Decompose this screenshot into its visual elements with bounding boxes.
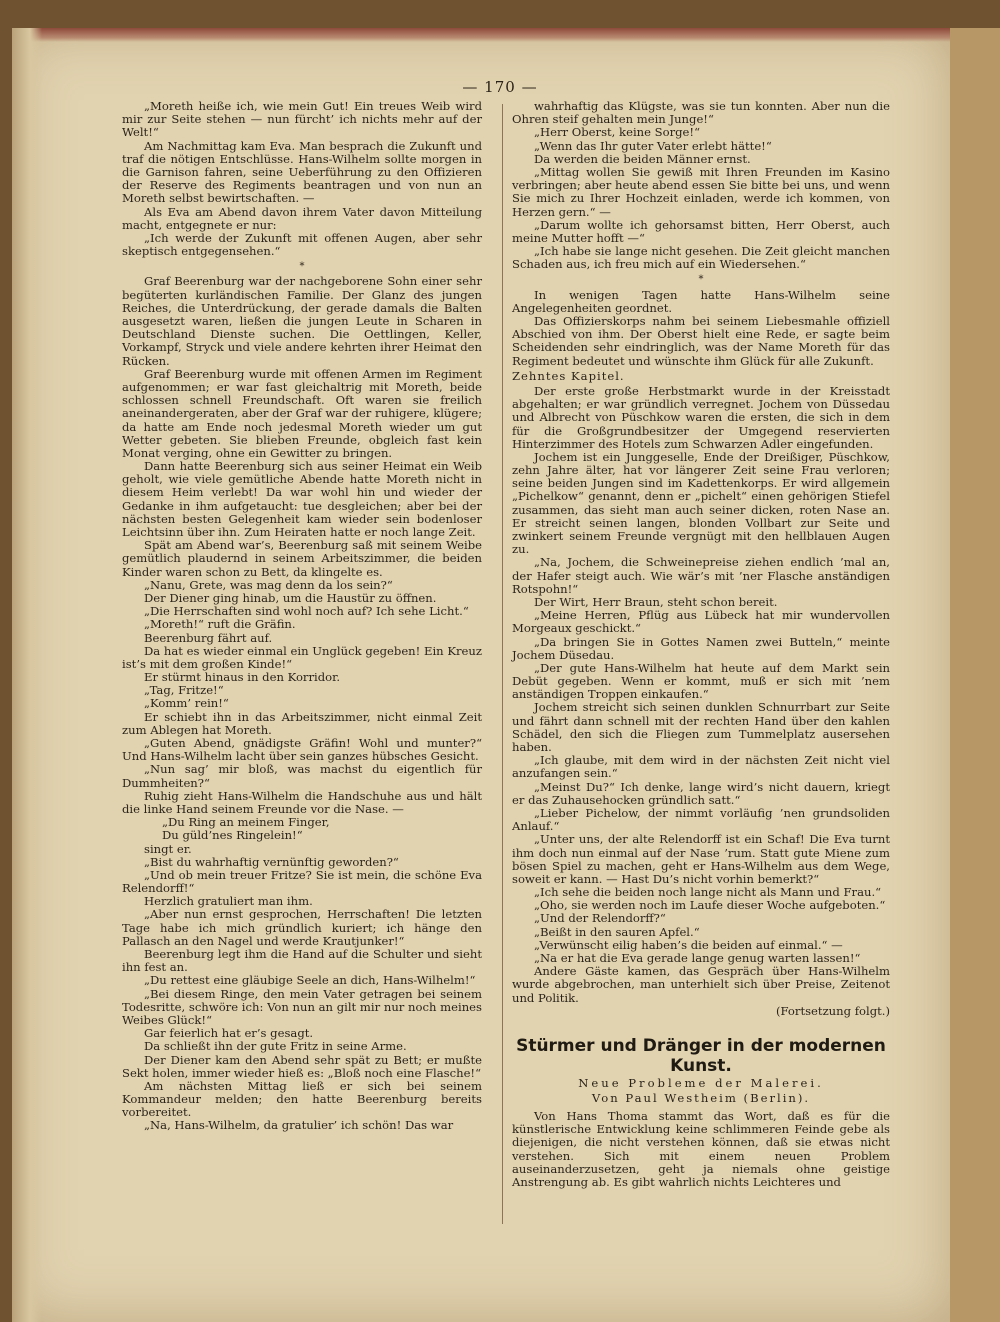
left-paragraphs-2-item: „Nanu, Grete, was mag denn da los sein?“: [144, 577, 393, 592]
right-paragraphs-1-item: „Herr Oberst, keine Sorge!“: [534, 125, 700, 140]
right-paragraphs-3-item: „Meine Herren, Pflüg aus Lübeck hat mir wundervollen Morgeaux geschickt.“: [512, 608, 890, 636]
left-verse: [122, 816, 482, 842]
left-paragraphs-3-item: Gar feierlich hat er’s gesagt.: [144, 1026, 314, 1041]
left-paragraphs-2: [122, 275, 482, 816]
left-paragraphs-2-item: „Nun sag’ mir bloß, was machst du eigentlich für Dummheiten?“: [122, 762, 482, 790]
left-paragraphs-2-item: „Die Herrschaften sind wohl noch auf? Ich sehe Licht.“: [144, 604, 469, 619]
left-paragraphs-2-item: „Guten Abend, gnädigste Gräfin! Wohl und munter?“ Und Hans-Wilhelm lacht über sein ganzes hübsches Gesicht.: [122, 736, 482, 764]
left-paragraphs-1-item: „Ich werde der Zukunft mit offenen Augen, aber sehr skeptisch entgegensehen.“: [122, 230, 482, 259]
article-body: Von Hans Thoma stammt das Wort, daß es für die künstlerische Entwicklung keine schlimmeren Feinde gebe als diejenigen, die nicht verstehen können, daß sie etwas nicht verstehen. Sich mit einem neuen Problem auseinanderzusetzen, geht ja niemals ohne geistige Anstrengung ab. Es gibt wahrlich nichts Leichteres und: [512, 1108, 890, 1189]
left-paragraphs-3-item: „Aber nun ernst gesprochen, Herrschaften! Die letzten Tage habe ich mich gründlich kuriert; ich hänge den Pallasch an den Nagel und werde Krautjunker!“: [122, 907, 482, 948]
left-paragraphs-3-item: Beerenburg legt ihm die Hand auf die Schulter und sieht ihn fest an.: [122, 947, 482, 975]
left-paragraphs-3-item: Da schließt ihn der gute Fritz in seine Arme.: [144, 1039, 407, 1054]
left-paragraphs-1: [122, 100, 482, 258]
right-paragraphs-3-item: „Beißt in den sauren Apfel.“: [534, 924, 700, 939]
right-paragraphs-2-item: Das Offizierskorps nahm bei seinem Liebesmahle offiziell Abschied von ihm. Der Oberst hielt eine Rede, er sagte beim Scheidenden sehr eindringlich, was der Name Moreth für das Regiment bedeutet und wünschte ihm Glück für alle Zukunft.: [512, 314, 890, 368]
right-paragraphs-3-item: „Ich sehe die beiden noch lange nicht als Mann und Frau.“: [534, 885, 882, 900]
left-paragraphs-2-item: Graf Beerenburg war der nachgeborene Sohn einer sehr begüterten kurländischen Familie. Der Glanz des jungen Reiches, die Unterdrückung, der gerade damals die Balten ausgesetzt waren, ließen die jungen Leute in Scharen in Deutschland Dienste suchen. Die Oettlingen, Keller, Vorkampf, Stryck und viele andere kehrten ihrer Heimat den Rücken.: [122, 274, 482, 368]
right-paragraphs-3-item: „Oho, sie werden noch im Laufe dieser Woche aufgeboten.“: [534, 898, 886, 913]
top-binding-band: [12, 28, 950, 42]
left-column: [122, 100, 482, 1133]
page-number: — 170 —: [462, 78, 538, 96]
right-paragraphs-3-item: „Der gute Hans-Wilhelm hat heute auf dem Markt sein Debüt gegeben. Wenn er kommt, muß er sich mit ’nem anständigen Troppen einkaufen.“: [512, 660, 890, 702]
right-paragraphs-3-item: „Na er hat die Eva gerade lange genug warten lassen!“: [534, 951, 861, 965]
right-paragraphs-3-item: „Na, Jochem, die Schweinepreise ziehen endlich ’mal an, der Hafer steigt auch. Wie wär’s mit ’ner Flasche anständigen Rotspohn!“: [512, 555, 890, 596]
section-star: *: [299, 261, 305, 273]
continuation-note: (Fortsetzung folgt.): [775, 1003, 890, 1018]
right-paragraphs-3-item: „Lieber Pichelow, der nimmt vorläufig ’nen grundsoliden Anlauf.“: [512, 805, 890, 834]
left-paragraphs-2-item: Der Diener ging hinab, um die Haustür zu öffnen.: [144, 590, 437, 605]
left-paragraphs-3-item: „Bei diesem Ringe, den mein Vater getragen bei seinem Todesritte, schwöre ich: Von nun an gilt mir nur noch meines Weibes Glück!“: [122, 986, 482, 1027]
left-paragraphs-3: [122, 843, 482, 1133]
right-column: [512, 100, 890, 1189]
left-paragraphs-3-item: „Bist du wahrhaftig vernünftig geworden?“: [144, 854, 399, 869]
left-paragraphs-3-item: singt er.: [144, 841, 192, 856]
article-title: Stürmer und Dränger in der modernen Kunst.: [516, 1035, 886, 1076]
left-paragraphs-3-item: Am nächsten Mittag ließ er sich bei seinem Kommandeur melden; den hatte Beerenburg bereits vorbereitet.: [122, 1078, 482, 1120]
right-paragraphs-3-item: Jochem streicht sich seinen dunklen Schnurrbart zur Seite und fährt dann schnell mit der rechten Hand über den kahlen Schädel, den sich die Fliegen zum Tummelplatz ausersehen haben.: [512, 700, 890, 754]
right-paragraphs-1-item: Da werden die beiden Männer ernst.: [534, 151, 751, 166]
left-paragraphs-1-item: Als Eva am Abend davon ihrem Vater davon Mitteilung macht, entgegnete er nur:: [122, 204, 482, 232]
right-paragraphs-3-item: „Meinst Du?“ Ich denke, lange wird’s nicht dauern, kriegt er das Zuhausehocken gründlich satt.“: [512, 779, 890, 807]
left-verse-item: „Du Ring an meinem Finger,: [162, 815, 330, 830]
right-paragraphs-2: [512, 289, 890, 368]
right-paragraphs-2-item: In wenigen Tagen hatte Hans-Wilhelm seine Angelegenheiten geordnet.: [512, 287, 890, 315]
left-paragraphs-2-item: Ruhig zieht Hans-Wilhelm die Handschuhe aus und hält die linke Hand seinem Freunde vor die Nase. —: [122, 788, 482, 816]
right-paragraphs-3-item: Der erste große Herbstmarkt wurde in der Kreisstadt abgehalten; er war gründlich verregnet. Jochem von Düssedau und Albrecht von Püschkow waren die ersten, die sich in dem für die Großgrundbesitzer der Umgegend reservierten Hinterzimmer des Hotels zum Schwarzen Adler eingefunden.: [512, 383, 890, 451]
left-paragraphs-3-item: „Du rettest eine gläubige Seele an dich, Hans-Wilhelm!“: [144, 973, 476, 988]
right-paragraphs-3-item: „Unter uns, der alte Relendorff ist ein Schaf! Die Eva turnt ihm doch nun einmal auf der Nase ’rum. Statt gute Miene zum bösen Spiel zu machen, geht er Hans-Wilhelm aus dem Wege, soweit er kann. — Hast Du’s nicht vorhin bemerkt?“: [512, 832, 890, 886]
right-paragraphs-3-item: Jochem ist ein Junggeselle, Ende der Dreißiger, Püschkow, zehn Jahre älter, hat vor längerer Zeit seine Frau verloren; seine beiden Jungen sind im Kadettenkorps. Er wird allgemein „Pichelkow“ genannt, denn er „pichelt“ einen gehörigen Stiefel zusammen, das sieht man auch seiner dicken, roten Nase an. Er streicht seinen langen, blonden Vollbart zur Seite und zwinkert seinem Freunde vergnügt mit den hellblauen Augen zu.: [512, 449, 890, 557]
right-paragraphs-3-item: „Ich glaube, mit dem wird in der nächsten Zeit nicht viel anzufangen sein.“: [512, 753, 890, 781]
right-paragraphs-3: [512, 385, 890, 1005]
adjacent-page-edge: [950, 28, 1000, 1322]
right-paragraphs-1-item: „Ich habe sie lange nicht gesehen. Die Zeit gleicht manchen Schaden aus, ich freu mich auf ein Wiedersehen.“: [512, 244, 890, 272]
section-star-right: *: [698, 274, 704, 286]
left-paragraphs-1-item: „Moreth heiße ich, wie mein Gut! Ein treues Weib wird mir zur Seite stehen — nun fürcht’ ich nichts mehr auf der Welt!“: [122, 99, 482, 140]
left-paragraphs-2-item: Er stürmt hinaus in den Korridor.: [144, 670, 341, 685]
right-paragraphs-1-item: „Darum wollte ich gehorsamst bitten, Herr Oberst, auch meine Mutter hofft —“: [512, 217, 890, 245]
left-paragraphs-3-item: „Na, Hans-Wilhelm, da gratulier’ ich schön! Das war: [144, 1118, 454, 1133]
article-subtitle: Neue Probleme der Malerei.: [578, 1075, 824, 1090]
column-divider: [502, 104, 503, 1224]
left-paragraphs-3-item: Herzlich gratuliert man ihm.: [144, 894, 313, 909]
right-paragraphs-1-item: wahrhaftig das Klügste, was sie tun konnten. Aber nun die Ohren steif gehalten mein Junge!“: [512, 99, 890, 127]
right-paragraphs-3-item: „Verwünscht eilig haben’s die beiden auf einmal.“ —: [534, 937, 843, 952]
article-author: Von Paul Westheim (Berlin).: [591, 1090, 811, 1105]
left-paragraphs-1-item: Am Nachmittag kam Eva. Man besprach die Zukunft und traf die nötigen Entschlüsse. Hans-Wilhelm sollte morgen in die Garnison fahren, seine Ueberführung zu den Offizieren der Reserve des Regiments beantragen und von nun an Moreth selbst bewirtschaften. —: [122, 138, 482, 206]
left-paragraphs-3-item: Der Diener kam den Abend sehr spät zu Bett; er mußte Sekt holen, immer wieder hieß es: „Bloß noch eine Flasche!“: [122, 1052, 482, 1080]
left-paragraphs-2-item: „Moreth!“ ruft die Gräfin.: [144, 617, 296, 632]
right-paragraphs-1-item: „Wenn das Ihr guter Vater erlebt hätte!“: [534, 138, 772, 153]
left-paragraphs-2-item: Beerenburg fährt auf.: [144, 630, 273, 645]
left-paragraphs-2-item: Er schiebt ihn in das Arbeitszimmer, nicht einmal Zeit zum Ablegen hat Moreth.: [122, 709, 482, 737]
right-paragraphs-3-item: „Da bringen Sie in Gottes Namen zwei Butteln,“ meinte Jochem Düsedau.: [512, 634, 890, 662]
right-paragraphs-3-item: Der Wirt, Herr Braun, steht schon bereit.: [534, 594, 778, 609]
right-paragraphs-1: [512, 100, 890, 271]
right-paragraphs-3-item: „Und der Relendorff?“: [534, 911, 666, 926]
right-paragraphs-1-item: „Mittag wollen Sie gewiß mit Ihren Freunden im Kasino verbringen; aber heute abend essen Sie bitte bei uns, und wenn Sie mich zu Ihrer Hochzeit einladen, werde ich kommen, von Herzen gern.“ —: [512, 164, 890, 219]
left-paragraphs-2-item: Dann hatte Beerenburg sich aus seiner Heimat ein Weib geholt, wie viele gemütliche Abende hatte Moreth nicht in diesem Heim verlebt! Da war wohl hin und wieder der Gedanke in ihm aufgetaucht: tue desgleichen; aber bei der nächsten besten Gelegenheit kam wieder sein bodenloser Leichtsinn über ihn. Zum Heiraten hatte er noch lange Zeit.: [122, 459, 482, 539]
left-paragraphs-3-item: „Und ob mein treuer Fritze? Sie ist mein, die schöne Eva Relendorff!“: [122, 867, 482, 896]
left-paragraphs-2-item: „Tag, Fritze!“: [144, 683, 224, 698]
left-paragraphs-2-item: Da hat es wieder einmal ein Unglück gegeben! Ein Kreuz ist’s mit dem großen Kinde!“: [122, 643, 482, 671]
left-paragraphs-2-item: Graf Beerenburg wurde mit offenen Armen im Regiment aufgenommen; er war fast gleichaltrig mit Moreth, beide schlossen schnell Freundschaft. Oft waren sie freilich aneinandergeraten, aber der Graf war der ruhigere, klügere; da hatte am Ende noch jedesmal Moreth wieder um gut Wetter gebeten. Sie blieben Freunde, obgleich fast kein Monat verging, ohne ein Gewitter zu bringen.: [122, 366, 482, 460]
left-paragraphs-2-item: „Komm’ rein!“: [144, 696, 229, 711]
page-binding-shadow: [12, 28, 42, 1322]
right-paragraphs-3-item: Andere Gäste kamen, das Gespräch über Hans-Wilhelm wurde abgebrochen, man unterhielt sich über Preise, Zeitenot und Politik.: [512, 964, 890, 1005]
left-verse-item: Du güld’nes Ringelein!“: [162, 828, 303, 843]
left-paragraphs-2-item: Spät am Abend war’s, Beerenburg saß mit seinem Weibe gemütlich plaudernd in seinem Arbeitszimmer, die beiden Kinder waren schon zu Bett, da klingelte es.: [122, 538, 482, 579]
chapter-heading: Zehntes Kapitel.: [512, 368, 625, 383]
